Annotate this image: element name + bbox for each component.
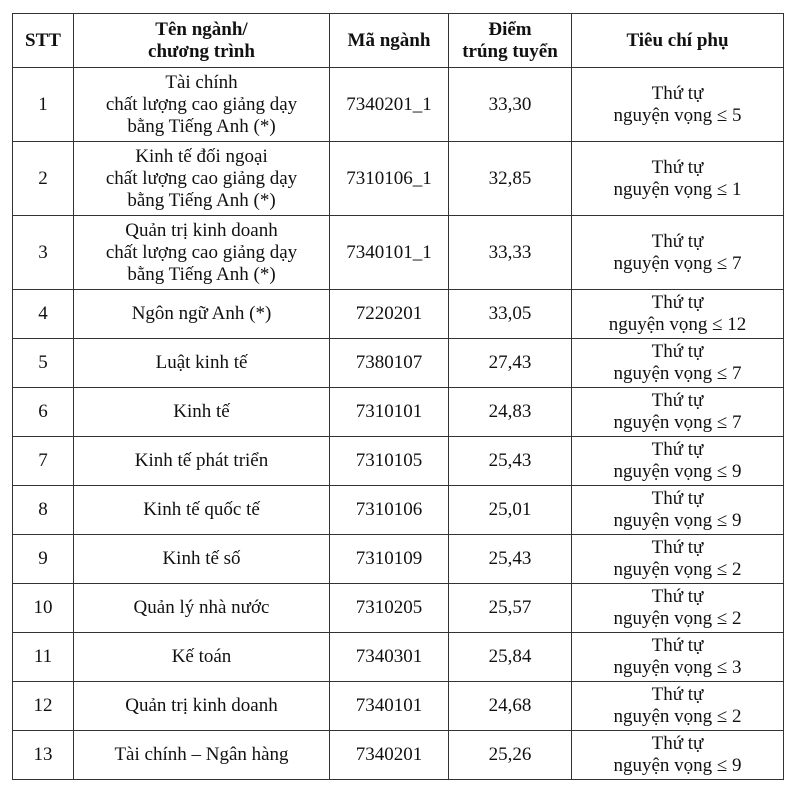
admission-score-cell: 25,26 (449, 731, 572, 780)
program-name-line: Luật kinh tế (155, 352, 248, 373)
criteria-line: nguyện vọng ≤ 7 (613, 363, 742, 384)
program-code-cell: 7310106_1 (330, 142, 449, 216)
program-name-cell (74, 535, 330, 584)
criteria-cell (572, 584, 784, 633)
program-code-cell: 7220201 (330, 290, 449, 339)
stt-cell: 13 (13, 731, 74, 780)
program-code-cell: 7380107 (330, 339, 449, 388)
criteria-line: Thứ tự (651, 635, 704, 656)
program-name-line: bằng Tiếng Anh (*) (127, 263, 276, 285)
table-row (13, 216, 784, 290)
program-name-line: bằng Tiếng Anh (*) (127, 115, 276, 137)
admission-score-cell: 25,43 (449, 535, 572, 584)
program-name-line: Kinh tế đối ngoại (135, 145, 268, 167)
program-name-cell (74, 682, 330, 731)
header-program-line2: chương trình (148, 40, 255, 62)
program-name-line: Tài chính (165, 71, 238, 93)
table-row (13, 290, 784, 339)
criteria-line: nguyện vọng ≤ 7 (613, 252, 742, 274)
program-name-line: Kinh tế số (162, 548, 241, 569)
stt-cell: 9 (13, 535, 74, 584)
criteria-line: nguyện vọng ≤ 7 (613, 412, 742, 433)
program-name-line: Quản trị kinh doanh (125, 219, 278, 241)
header-stt: STT (13, 14, 74, 68)
table-row (13, 388, 784, 437)
program-code-cell: 7340101_1 (330, 216, 449, 290)
table-row (13, 339, 784, 388)
header-code: Mã ngành (330, 14, 449, 68)
criteria-line: nguyện vọng ≤ 9 (613, 461, 742, 482)
admission-score-cell: 25,43 (449, 437, 572, 486)
admission-score-cell: 24,83 (449, 388, 572, 437)
program-name-line: Quản lý nhà nước (133, 597, 270, 618)
criteria-cell (572, 142, 784, 216)
criteria-line: Thứ tự (651, 230, 704, 252)
program-name-line: Kinh tế phát triển (134, 450, 269, 471)
header-program-line1: Tên ngành/ (155, 18, 248, 40)
criteria-cell (572, 682, 784, 731)
admission-score-cell: 25,84 (449, 633, 572, 682)
criteria-cell (572, 731, 784, 780)
criteria-line: Thứ tự (651, 439, 704, 460)
table-row (13, 68, 784, 142)
header-score-line1: Điểm (488, 18, 532, 40)
stt-cell: 8 (13, 486, 74, 535)
admission-score-cell: 25,01 (449, 486, 572, 535)
criteria-line: Thứ tự (651, 488, 704, 509)
criteria-line: Thứ tự (651, 156, 704, 178)
table-row (13, 731, 784, 780)
program-code-cell: 7340101 (330, 682, 449, 731)
admission-score-table (12, 13, 784, 780)
header-criteria: Tiêu chí phụ (572, 14, 784, 68)
program-code-cell: 7310105 (330, 437, 449, 486)
program-name-cell (74, 339, 330, 388)
program-code-cell: 7310109 (330, 535, 449, 584)
stt-cell: 7 (13, 437, 74, 486)
admission-score-cell: 25,57 (449, 584, 572, 633)
program-name-line: bằng Tiếng Anh (*) (127, 189, 276, 211)
criteria-line: nguyện vọng ≤ 12 (608, 314, 747, 335)
program-name-cell (74, 633, 330, 682)
admission-score-cell: 33,30 (449, 68, 572, 142)
program-code-cell: 7340201_1 (330, 68, 449, 142)
table-row (13, 142, 784, 216)
stt-cell: 4 (13, 290, 74, 339)
criteria-line: nguyện vọng ≤ 5 (613, 104, 742, 126)
stt-cell: 12 (13, 682, 74, 731)
criteria-line: nguyện vọng ≤ 2 (613, 559, 742, 580)
stt-cell: 3 (13, 216, 74, 290)
criteria-line: Thứ tự (651, 82, 704, 104)
criteria-line: nguyện vọng ≤ 9 (613, 755, 742, 776)
criteria-cell (572, 486, 784, 535)
program-name-cell (74, 437, 330, 486)
program-name-cell (74, 68, 330, 142)
criteria-cell (572, 388, 784, 437)
program-name-line: Kế toán (171, 646, 232, 667)
stt-cell: 6 (13, 388, 74, 437)
stt-cell: 1 (13, 68, 74, 142)
criteria-line: Thứ tự (651, 341, 704, 362)
header-score (449, 14, 572, 68)
criteria-cell (572, 535, 784, 584)
criteria-line: Thứ tự (651, 537, 704, 558)
program-name-line: Ngôn ngữ Anh (*) (131, 303, 272, 324)
stt-cell: 2 (13, 142, 74, 216)
criteria-line: nguyện vọng ≤ 3 (613, 657, 742, 678)
header-row (13, 14, 784, 68)
program-name-cell (74, 216, 330, 290)
table-header (13, 14, 784, 68)
table-row (13, 682, 784, 731)
admission-score-cell: 27,43 (449, 339, 572, 388)
program-name-cell (74, 486, 330, 535)
criteria-line: Thứ tự (651, 292, 704, 313)
criteria-cell (572, 290, 784, 339)
program-name-line: Kinh tế quốc tế (143, 499, 260, 520)
table-row (13, 584, 784, 633)
admission-score-cell: 32,85 (449, 142, 572, 216)
criteria-line: nguyện vọng ≤ 2 (613, 608, 742, 629)
program-code-cell: 7310106 (330, 486, 449, 535)
criteria-line: nguyện vọng ≤ 2 (613, 706, 742, 727)
program-name-line: Kinh tế (173, 401, 230, 422)
program-code-cell: 7310205 (330, 584, 449, 633)
program-name-cell (74, 290, 330, 339)
table-row (13, 486, 784, 535)
table-row (13, 437, 784, 486)
program-name-line: Quản trị kinh doanh (125, 695, 278, 716)
program-code-cell: 7340201 (330, 731, 449, 780)
criteria-cell (572, 339, 784, 388)
criteria-line: nguyện vọng ≤ 9 (613, 510, 742, 531)
admission-score-cell: 33,05 (449, 290, 572, 339)
header-score-line2: trúng tuyển (462, 40, 558, 62)
criteria-cell (572, 68, 784, 142)
criteria-cell (572, 437, 784, 486)
admission-score-cell: 33,33 (449, 216, 572, 290)
admission-score-cell: 24,68 (449, 682, 572, 731)
header-program (74, 14, 330, 68)
program-name-cell (74, 142, 330, 216)
criteria-line: nguyện vọng ≤ 1 (613, 178, 742, 200)
criteria-line: Thứ tự (651, 733, 704, 754)
criteria-line: Thứ tự (651, 586, 704, 607)
stt-cell: 11 (13, 633, 74, 682)
table-body (13, 68, 784, 780)
stt-cell: 5 (13, 339, 74, 388)
criteria-line: Thứ tự (651, 390, 704, 411)
program-name-cell (74, 388, 330, 437)
program-name-cell (74, 584, 330, 633)
program-name-line: chất lượng cao giảng dạy (105, 167, 298, 189)
table-row (13, 535, 784, 584)
program-name-cell (74, 731, 330, 780)
table-row (13, 633, 784, 682)
stt-cell: 10 (13, 584, 74, 633)
program-name-line: Tài chính – Ngân hàng (114, 744, 289, 765)
criteria-line: Thứ tự (651, 684, 704, 705)
program-code-cell: 7310101 (330, 388, 449, 437)
criteria-cell (572, 216, 784, 290)
program-name-line: chất lượng cao giảng dạy (105, 93, 298, 115)
criteria-cell (572, 633, 784, 682)
program-code-cell: 7340301 (330, 633, 449, 682)
program-name-line: chất lượng cao giảng dạy (105, 241, 298, 263)
